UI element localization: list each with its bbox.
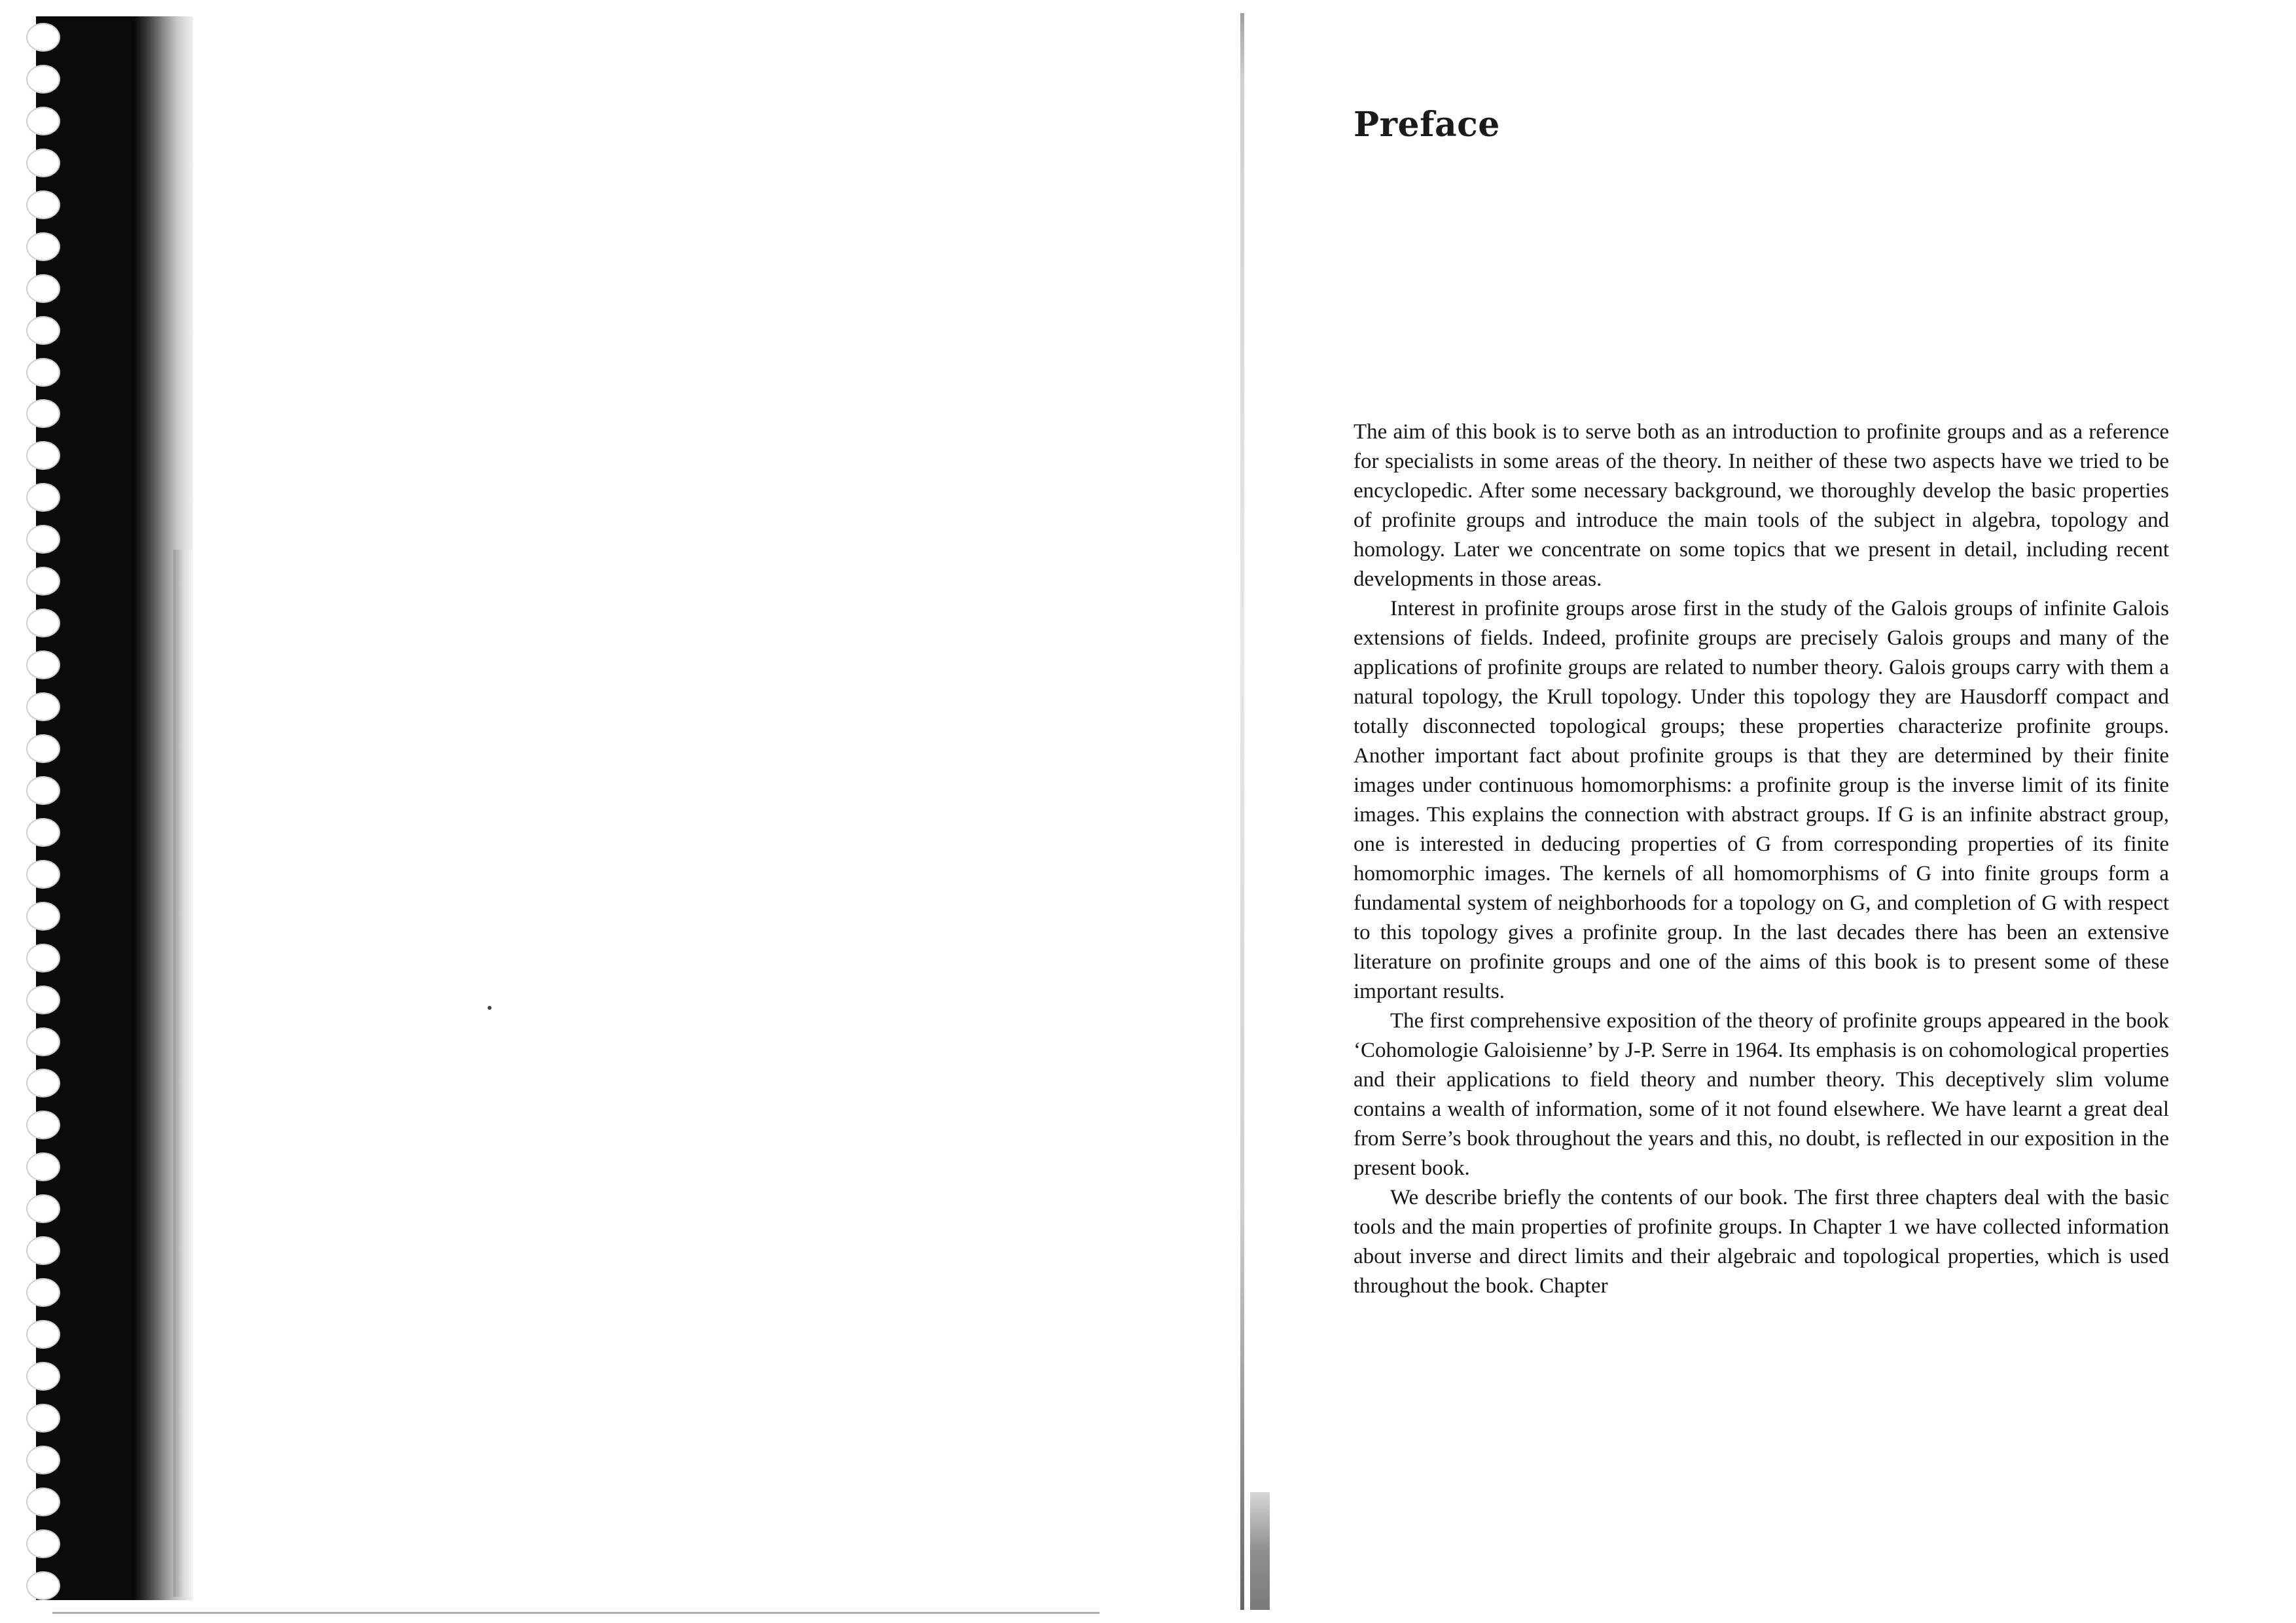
binding-hole bbox=[26, 149, 60, 177]
binding-hole bbox=[26, 1069, 60, 1097]
page-bottom-edge bbox=[52, 1612, 1100, 1614]
binding-hole bbox=[26, 190, 60, 219]
binding-hole bbox=[26, 692, 60, 721]
binding-hole bbox=[26, 1529, 60, 1558]
binding-hole bbox=[26, 1236, 60, 1265]
paragraph: The first comprehensive exposition of the theory of profinite groups appeared in the book ‘Cohomologie Galoisienne’ by J-P. Serre in 1964. Its emphasis is on cohomological properties and their applications to field theory and number theory. This deceptively slim volume contains a wealth of information, some of it not found elsewhere. We have learnt a great deal from Serre’s book throughout the years and this, no doubt, is reflected in our exposition in the present book. bbox=[1354, 1009, 2169, 1180]
binding-hole bbox=[26, 232, 60, 261]
binding-hole bbox=[26, 1320, 60, 1349]
binding-hole bbox=[26, 860, 60, 889]
binding-hole bbox=[26, 567, 60, 596]
binding-hole bbox=[26, 1362, 60, 1391]
binding-hole bbox=[26, 986, 60, 1014]
binding-hole bbox=[26, 1027, 60, 1056]
binding-holes bbox=[26, 23, 65, 1600]
binding-hole bbox=[26, 944, 60, 972]
binding-hole bbox=[26, 65, 60, 94]
binding-hole bbox=[26, 609, 60, 637]
paragraph: Interest in profinite groups arose first in the study of the Galois groups of infinite Galois extensions of fields. Indeed, profinite groups are precisely Galois groups and many of the applications of profinite groups are related to number theory. Galois groups carry with them a natural topology, the Krull topology. Under this topology they are Hausdorff compact and totally disconnected topological groups; these properties characterize profinite groups. Another important fact about profinite groups is that they are determined by their finite images under continuous homomorphisms: a profinite group is the inverse limit of its finite images. This explains the connection with abstract groups. If G is an infinite abstract group, one is interested in deducing properties of G from corresponding properties of its finite homomorphic images. The kernels of all homomorphisms of G into finite groups form a fundamental system of neighborhoods for a topology on G, and completion of G with respect to this topology gives a profinite group. In the last decades there has been an extensive literature on profinite groups and one of the aims of this book is to present some of these important results. bbox=[1354, 597, 2169, 1003]
center-fold-shadow bbox=[1250, 1492, 1270, 1610]
binding-hole bbox=[26, 274, 60, 303]
binding-hole bbox=[26, 1571, 60, 1600]
center-fold bbox=[1240, 13, 1244, 1610]
binding-hole bbox=[26, 107, 60, 135]
binding-hole bbox=[26, 902, 60, 931]
page-body bbox=[1354, 418, 2169, 1301]
binding-hole bbox=[26, 734, 60, 763]
binding-hole bbox=[26, 1488, 60, 1516]
page-title: Preface bbox=[1354, 105, 1500, 145]
binding-hole bbox=[26, 316, 60, 345]
binding-hole bbox=[26, 441, 60, 470]
binding-hole bbox=[26, 1111, 60, 1139]
binding-hole bbox=[26, 1152, 60, 1181]
binding-hole bbox=[26, 776, 60, 805]
binding-hole bbox=[26, 651, 60, 679]
binding-hole bbox=[26, 1194, 60, 1223]
binding-hole bbox=[26, 1446, 60, 1474]
binding-edge-shadow bbox=[173, 550, 193, 1597]
paragraph: The aim of this book is to serve both as an introduction to profinite groups and as a reference for specialists in some areas of the theory. In neither of these two aspects have we tried to be encyclopedic. After some necessary background, we thoroughly develop the basic properties of profinite groups and introduce the main tools of the subject in algebra, topology and homology. Later we concentrate on some topics that we present in detail, including recent developments in those areas. bbox=[1354, 420, 2169, 591]
right-page bbox=[1354, 105, 2169, 1298]
binding-hole bbox=[26, 525, 60, 554]
binding-hole bbox=[26, 818, 60, 847]
scan-speck bbox=[488, 1006, 492, 1010]
paragraph: We describe briefly the contents of our book. The first three chapters deal with the basic tools and the main properties of profinite groups. In Chapter 1 we have collected information about inverse and direct limits and their algebraic and topological properties, which is used throughout the book. Chapter bbox=[1354, 1186, 2169, 1298]
binding-hole bbox=[26, 1278, 60, 1307]
binding-hole bbox=[26, 483, 60, 512]
binding-hole bbox=[26, 399, 60, 428]
binding-hole bbox=[26, 358, 60, 387]
binding-hole bbox=[26, 1404, 60, 1433]
binding-hole bbox=[26, 23, 60, 52]
